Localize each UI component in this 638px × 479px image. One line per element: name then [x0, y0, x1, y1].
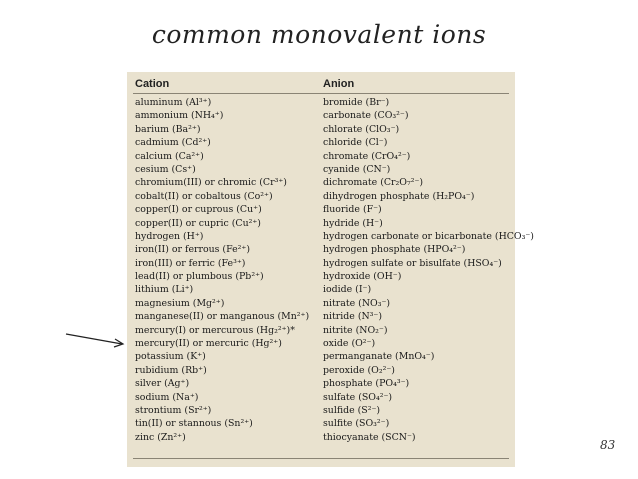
slide-title: common monovalent ions — [151, 20, 487, 49]
table-row — [127, 96, 515, 109]
cation-cell: copper(I) or cuprous (Cu⁺) — [135, 204, 262, 216]
cation-cell: sodium (Na⁺) — [135, 391, 199, 403]
anion-cell: nitride (N³⁻) — [323, 311, 383, 323]
table-row — [127, 391, 515, 404]
anion-cell: dihydrogen phosphate (H₂PO₄⁻) — [323, 190, 475, 202]
table-row — [127, 431, 515, 444]
table-row — [127, 404, 515, 417]
cation-cell: potassium (K⁺) — [135, 351, 206, 363]
cation-cell: silver (Ag⁺) — [135, 378, 190, 390]
table-row — [127, 176, 515, 189]
anion-cell: hydride (H⁻) — [323, 217, 383, 229]
cation-cell: lithium (Li⁺) — [135, 284, 194, 296]
cation-cell: calcium (Ca²⁺) — [135, 150, 204, 162]
cation-cell: manganese(II) or manganous (Mn²⁺) — [135, 311, 310, 323]
cation-cell: zinc (Zn²⁺) — [135, 431, 186, 443]
anion-cell: hydrogen sulfate or bisulfate (HSO₄⁻) — [323, 257, 502, 269]
anion-cell: nitrate (NO₃⁻) — [323, 297, 391, 309]
cation-cell: cobalt(II) or cobaltous (Co²⁺) — [135, 190, 273, 202]
anion-header: Anion — [323, 78, 355, 90]
anion-cell: iodide (I⁻) — [323, 284, 372, 296]
cation-cell: iron(II) or ferrous (Fe²⁺) — [135, 244, 250, 256]
anion-cell: chlorate (ClO₃⁻) — [323, 123, 400, 135]
anion-cell: chromate (CrO₄²⁻) — [323, 150, 411, 162]
table-row — [127, 217, 515, 230]
table-row — [127, 417, 515, 430]
anion-cell: sulfate (SO₄²⁻) — [323, 391, 393, 403]
anion-cell: sulfite (SO₃²⁻) — [323, 418, 390, 430]
cation-cell: rubidium (Rb⁺) — [135, 364, 207, 376]
table-row — [127, 243, 515, 256]
bottom-rule — [133, 458, 509, 459]
table-row — [127, 270, 515, 283]
cation-cell: copper(II) or cupric (Cu²⁺) — [135, 217, 261, 229]
table-row — [127, 377, 515, 390]
anion-cell: peroxide (O₂²⁻) — [323, 364, 395, 376]
header-rule — [133, 93, 509, 94]
table-row — [127, 310, 515, 323]
cation-cell: barium (Ba²⁺) — [135, 123, 201, 135]
cation-header: Cation — [135, 78, 170, 90]
table-row — [127, 150, 515, 163]
anion-cell: oxide (O²⁻) — [323, 338, 376, 350]
cation-cell: hydrogen (H⁺) — [135, 230, 204, 242]
cation-cell: ammonium (NH₄⁺) — [135, 110, 224, 122]
anion-cell: carbonate (CO₃²⁻) — [323, 110, 409, 122]
anion-cell: hydroxide (OH⁻) — [323, 271, 402, 283]
anion-cell: fluoride (F⁻) — [323, 204, 382, 216]
table-body — [127, 96, 534, 444]
table-row — [127, 283, 515, 296]
table-row — [127, 136, 515, 149]
page-number: 83 — [600, 438, 616, 452]
anion-cell: thiocyanate (SCN⁻) — [323, 431, 416, 443]
anion-cell: hydrogen carbonate or bicarbonate (HCO₃⁻) — [323, 230, 534, 242]
anion-cell: bromide (Br⁻) — [323, 97, 390, 108]
table-row — [127, 337, 515, 350]
anion-cell: nitrite (NO₂⁻) — [323, 324, 388, 336]
table-row — [127, 123, 515, 136]
table-row — [127, 203, 515, 216]
anion-cell: hydrogen phosphate (HPO₄²⁻) — [323, 244, 466, 256]
arrow-icon — [64, 330, 128, 354]
table-row — [127, 109, 515, 122]
table-row — [127, 324, 515, 337]
cation-cell: mercury(II) or mercuric (Hg²⁺) — [135, 338, 282, 350]
cation-cell: magnesium (Mg²⁺) — [135, 297, 225, 309]
cation-cell: tin(II) or stannous (Sn²⁺) — [135, 418, 253, 430]
cation-cell: cesium (Cs⁺) — [135, 163, 196, 175]
anion-cell: sulfide (S²⁻) — [323, 404, 381, 416]
cation-cell: cadmium (Cd²⁺) — [135, 137, 211, 149]
anion-cell: cyanide (CN⁻) — [323, 163, 391, 175]
cation-cell: strontium (Sr²⁺) — [135, 404, 212, 416]
table-row — [127, 364, 515, 377]
anion-cell: permanganate (MnO₄⁻) — [323, 351, 435, 363]
cation-cell: lead(II) or plumbous (Pb²⁺) — [135, 271, 264, 283]
table-row — [127, 190, 515, 203]
table-row — [127, 350, 515, 363]
cation-cell: chromium(III) or chromic (Cr³⁺) — [135, 177, 287, 189]
ion-table — [127, 72, 534, 467]
cation-cell: iron(III) or ferric (Fe³⁺) — [135, 257, 246, 269]
table-row — [127, 297, 515, 310]
cation-cell: aluminum (Al³⁺) — [135, 97, 212, 108]
anion-cell: phosphate (PO₄³⁻) — [323, 378, 410, 390]
anion-cell: dichromate (Cr₂O₇²⁻) — [323, 177, 424, 189]
table-row — [127, 163, 515, 176]
anion-cell: chloride (Cl⁻) — [323, 137, 388, 149]
table-row — [127, 257, 515, 270]
table-row — [127, 230, 534, 243]
cation-cell: mercury(I) or mercurous (Hg₂²⁺)* — [135, 324, 295, 336]
